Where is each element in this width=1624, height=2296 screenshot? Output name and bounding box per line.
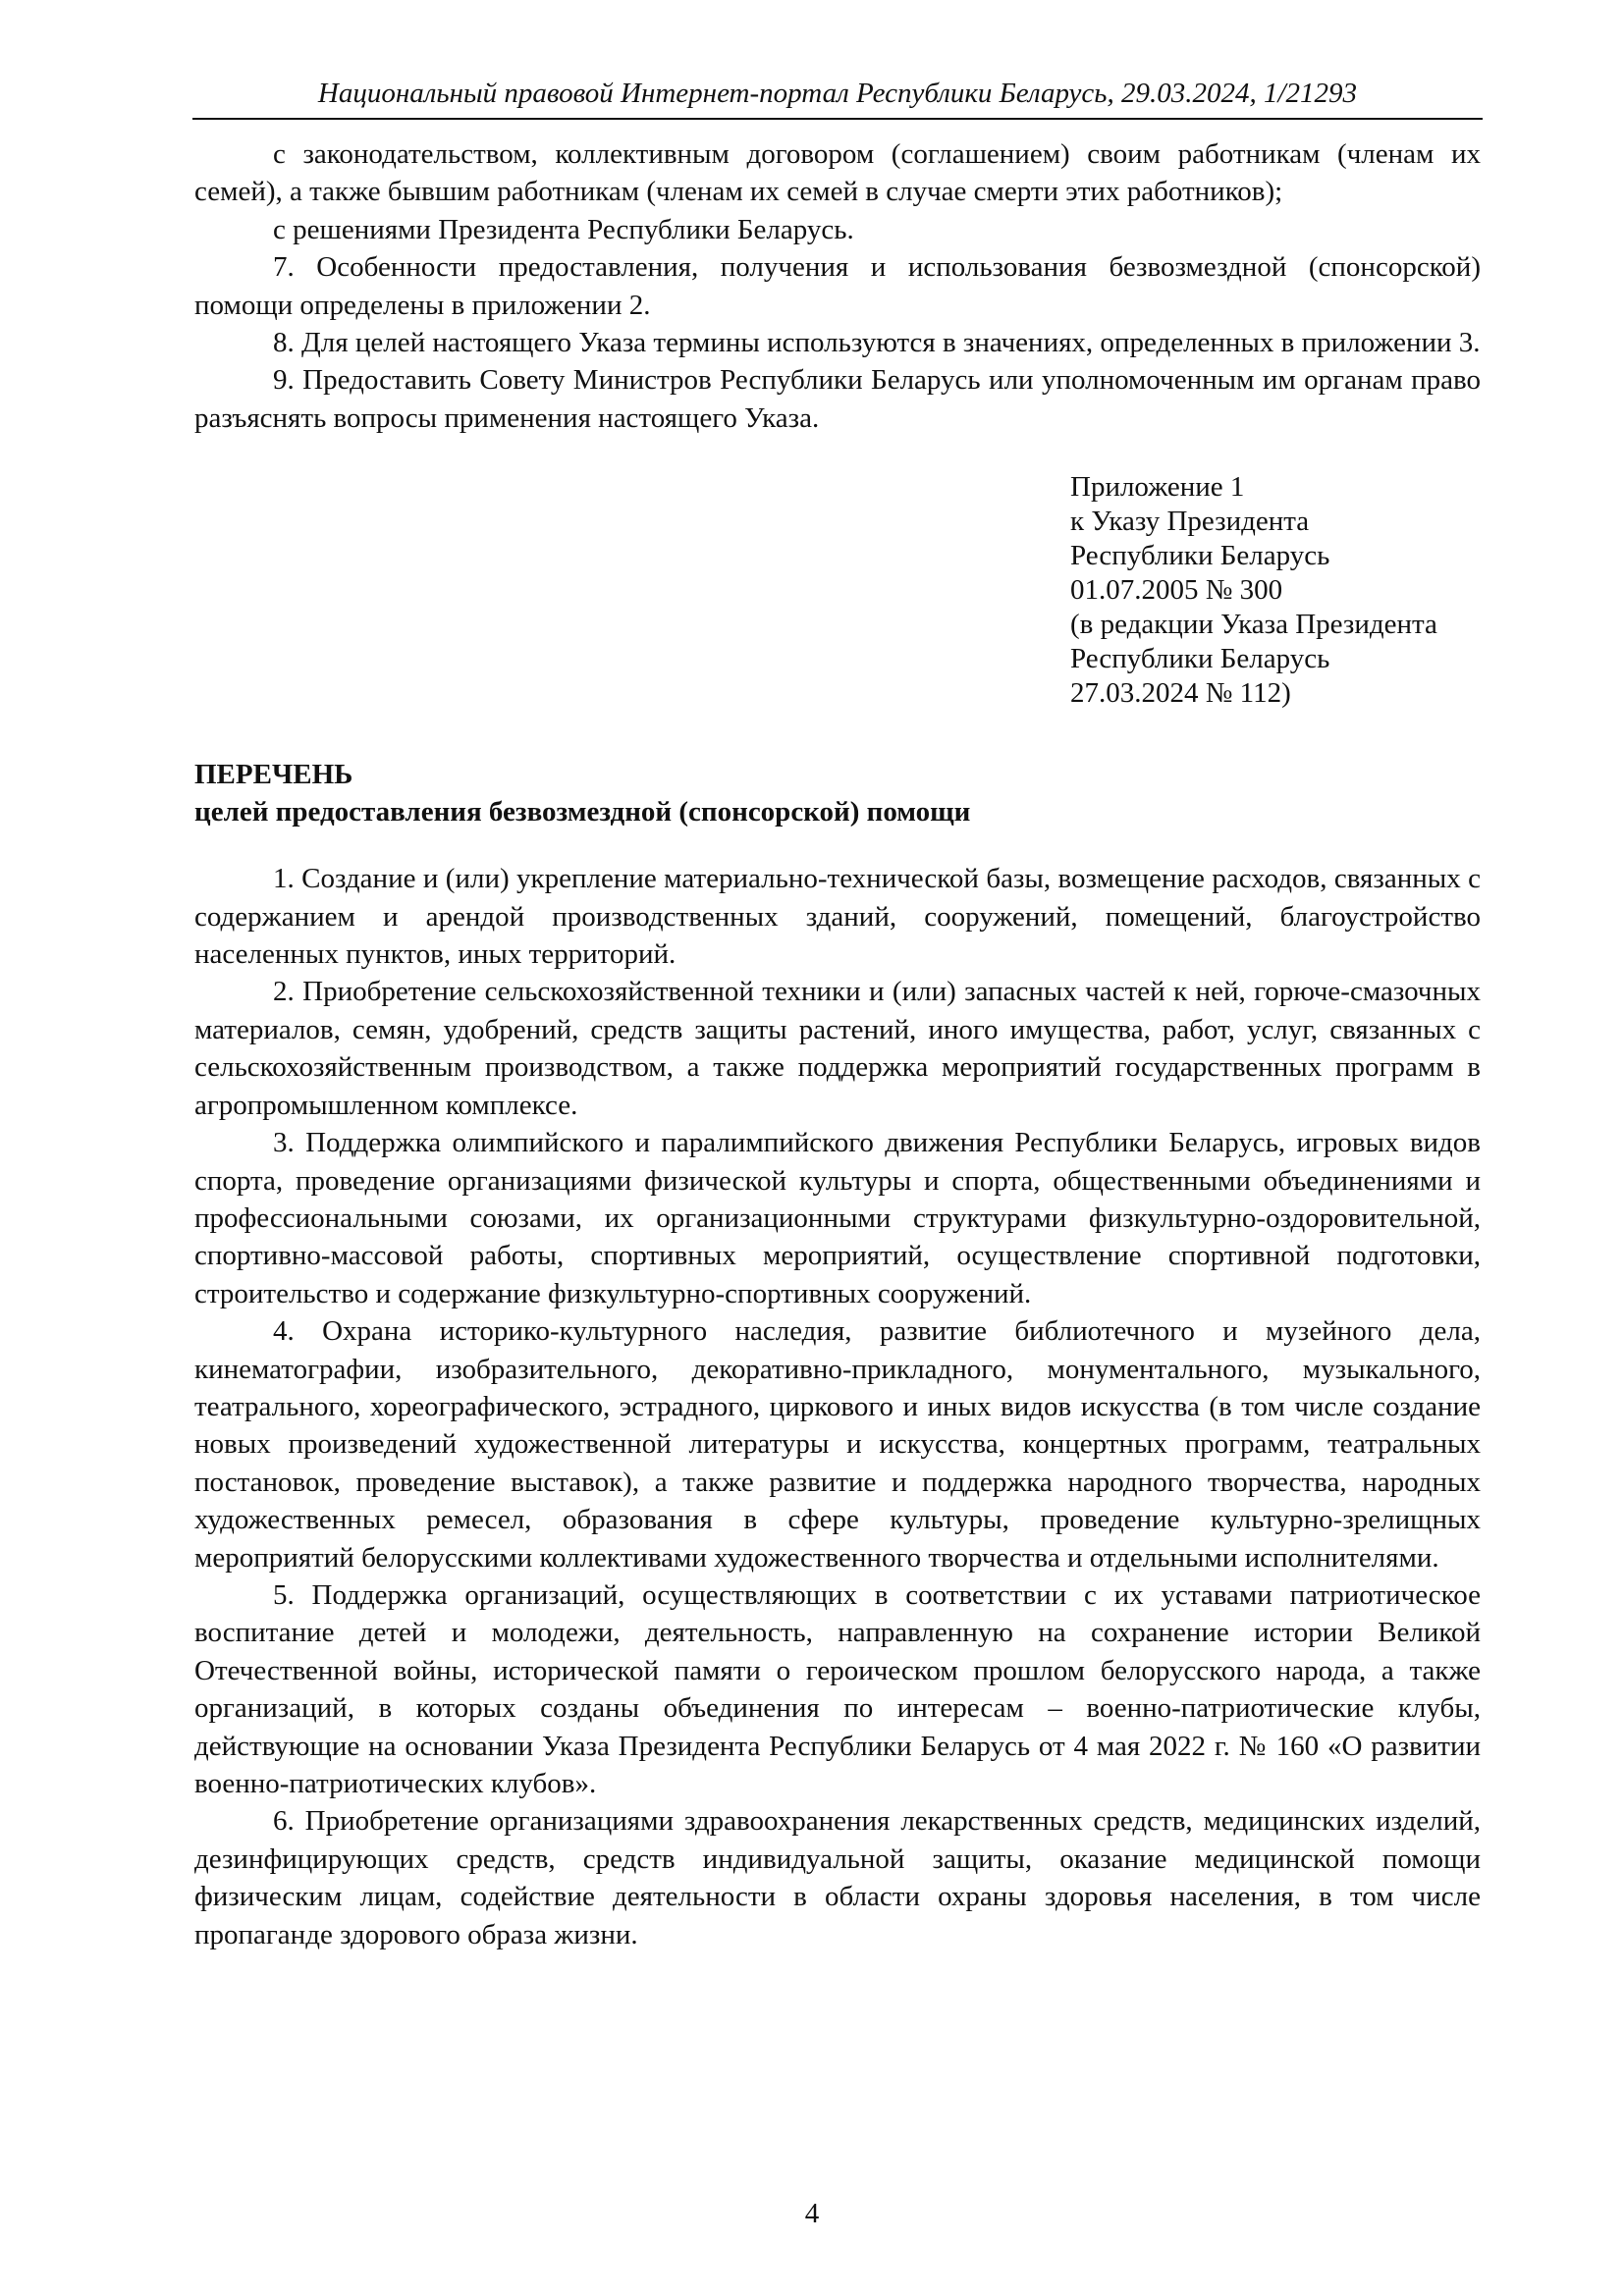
appendix-line: (в редакции Указа Президента [1070, 609, 1437, 641]
appendix-reference [1070, 470, 1481, 711]
page-header: Национальный правовой Интернет-портал Республики Беларусь, 29.03.2024, 1/21293 [317, 78, 1358, 109]
intro-section [194, 135, 1481, 437]
list-title: ПЕРЕЧЕНЬ [194, 759, 353, 791]
appendix-line: 01.07.2005 № 300 [1070, 574, 1283, 607]
list-subtitle: целей предоставления безвозмездной (спонсорской) помощи [194, 796, 971, 828]
appendix-line: Приложение 1 [1070, 471, 1245, 504]
paragraph: с законодательством, коллективным договором (соглашением) своим работникам (членам их семей), а также бывшим работникам (членам их семей в случае смерти этих работников); [194, 138, 1481, 208]
paragraph: с решениями Президента Республики Беларусь. [273, 213, 854, 245]
page-number: 4 [804, 2198, 820, 2229]
list-item: 6. Приобретение организациями здравоохранения лекарственных средств, медицинских изделий, дезинфицирующих средств, средств индивидуальной защиты, оказание медицинской помощи физическим лицам, содействие деятельности в области охраны здоровья населения, в том числе пропаганде здорового образа жизни. [194, 1805, 1481, 1950]
list-item: 4. Охрана историко-культурного наследия, развитие библиотечного и музейного дела, кинематографии, изобразительного, декоративно-прикладного, монументального, музыкального, театрального, хореографического, эстрадного, циркового и иных видов искусства (в том числе создание новых произведений художественной литературы и искусства, концертных программ, театральных постановок, проведение выставок), а также развитие и поддержка народного творчества, народных художественных ремесел, образования в сфере культуры, проведение культурно-зрелищных мероприятий белорусскими коллективами художественного творчества и отдельными исполнителями. [194, 1315, 1481, 1574]
document-body [194, 135, 1481, 1953]
list-item: 2. Приобретение сельскохозяйственной техники и (или) запасных частей к ней, горюче-смазочных материалов, семян, удобрений, средств защиты растений, иного имущества, работ, услуг, связанных с сельскохозяйственным производством, а также поддержка мероприятий государственных программ в агропромышленном комплексе. [194, 976, 1481, 1121]
paragraph: 9. Предоставить Совету Министров Республики Беларусь или уполномоченным им органам право разъяснять вопросы применения настоящего Указа. [194, 364, 1481, 434]
appendix-line: к Указу Президента [1070, 506, 1310, 538]
appendix-line: Республики Беларусь [1070, 643, 1330, 675]
header-divider [192, 118, 1483, 120]
paragraph: 8. Для целей настоящего Указа термины используются в значениях, определенных в приложении 3. [273, 327, 1481, 359]
appendix-line: Республики Беларусь [1070, 540, 1330, 572]
paragraph: 7. Особенности предоставления, получения и использования безвозмездной (спонсорской) помощи определены в приложении 2. [194, 251, 1481, 321]
list-items [194, 860, 1481, 1953]
appendix-line: 27.03.2024 № 112) [1070, 677, 1291, 710]
list-item: 5. Поддержка организаций, осуществляющих в соответствии с их уставами патриотическое воспитание детей и молодежи, деятельность, направленную на сохранение истории Великой Отечественной войны, исторической памяти о героическом прошлом белорусского народа, а также организаций, в которых созданы объединения по интересам – военно-патриотические клубы, действующие на основании Указа Президента Республики Беларусь от 4 мая 2022 г. № 160 «О развитии военно-патриотических клубов». [194, 1578, 1481, 1799]
list-item: 1. Создание и (или) укрепление материально-технической базы, возмещение расходов, связанных с содержанием и арендой производственных зданий, сооружений, помещений, благоустройство населенных пунктов, иных территорий. [194, 863, 1481, 971]
list-heading [194, 756, 1481, 830]
list-item: 3. Поддержка олимпийского и паралимпийского движения Республики Беларусь, игровых видов спорта, проведение организациями физической культуры и спорта, общественными объединениями и профессиональными союзами, их организационными структурами физкультурно-оздоровительной, спортивно-массовой работы, спортивных мероприятий, осуществление спортивной подготовки, строительство и содержание физкультурно-спортивных сооружений. [194, 1127, 1481, 1309]
